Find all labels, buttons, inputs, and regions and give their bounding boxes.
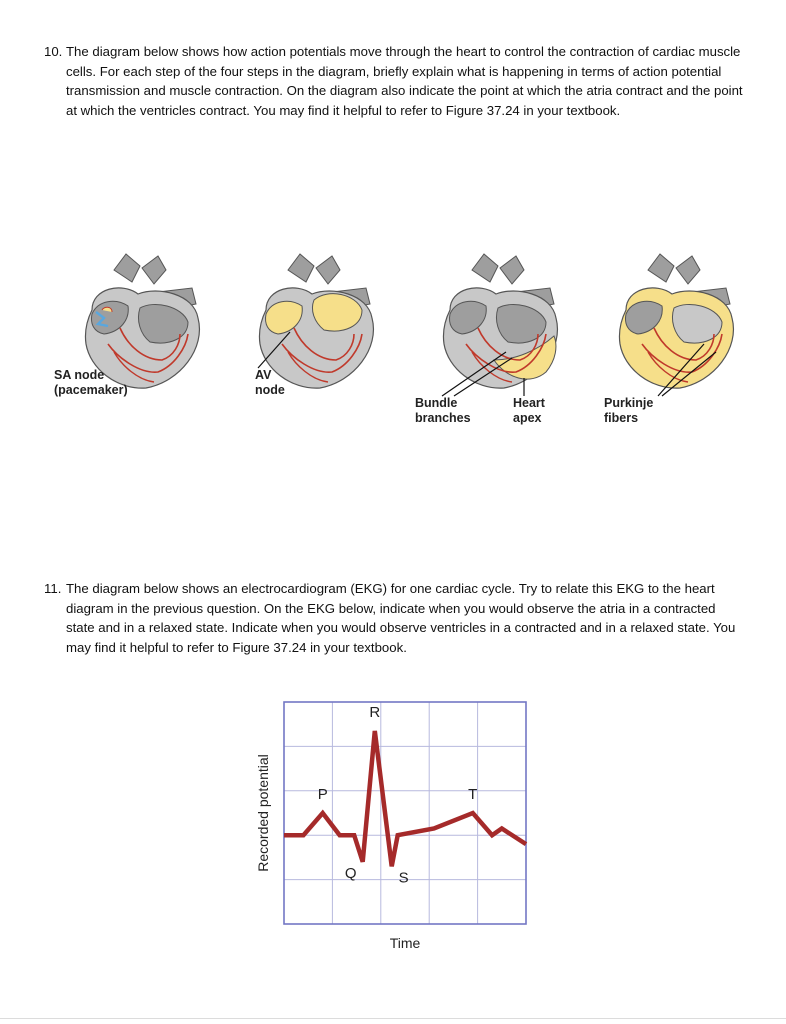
ekg-wave-labels <box>318 704 478 886</box>
label-bundle-branches: Bundle branches <box>415 396 471 425</box>
ekg-y-axis-label: Recorded potential <box>255 754 271 872</box>
label-sa-node: SA node (pacemaker) <box>54 368 128 397</box>
page-bottom-rule <box>0 1018 786 1019</box>
label-purkinje-fibers: Purkinje fibers <box>604 396 654 425</box>
ekg-wave-label-p: P <box>317 786 328 803</box>
ekg-x-axis-label: Time <box>389 935 421 951</box>
ekg-wave-label-q: Q <box>344 864 357 882</box>
question-10-text: The diagram below shows how action potentials move through the heart to control the contraction of cardiac muscle cells. For each step of the four steps in the diagram, briefly explain what is happening in terms of action potential transmission and muscle contraction. On the diagram also indicate the point at which the atria contract and the point at which the ventricles contract. You may find it helpful to refer to Figure 37.24 in your textbook. <box>66 44 743 118</box>
question-10 <box>44 42 744 120</box>
ekg-wave-label-r: R <box>369 703 381 721</box>
question-11 <box>44 579 744 657</box>
question-11-number: 11. <box>44 581 62 596</box>
question-10-number: 10. <box>44 44 63 59</box>
ekg-chart <box>250 690 540 960</box>
heart-step-4-purkinje-fibers <box>596 248 746 398</box>
ekg-wave-label-s: S <box>398 869 409 887</box>
ekg-wave-label-t: T <box>468 786 478 803</box>
label-av-node: AV node <box>255 368 285 397</box>
heart-step-3-bundle-branches <box>420 248 570 398</box>
label-heart-apex: Heart apex <box>513 396 545 425</box>
question-11-text: The diagram below shows an electrocardiogram (EKG) for one cardiac cycle. Try to relate this EKG to the heart diagram in the previous question. On the EKG below, indicate when you would observe the atria in a contracted state and in a relaxed state. Indicate when you would observe ventricles in a contracted and in a relaxed state. You may find it helpful to refer to Figure 37.24 in your textbook. <box>66 581 736 655</box>
